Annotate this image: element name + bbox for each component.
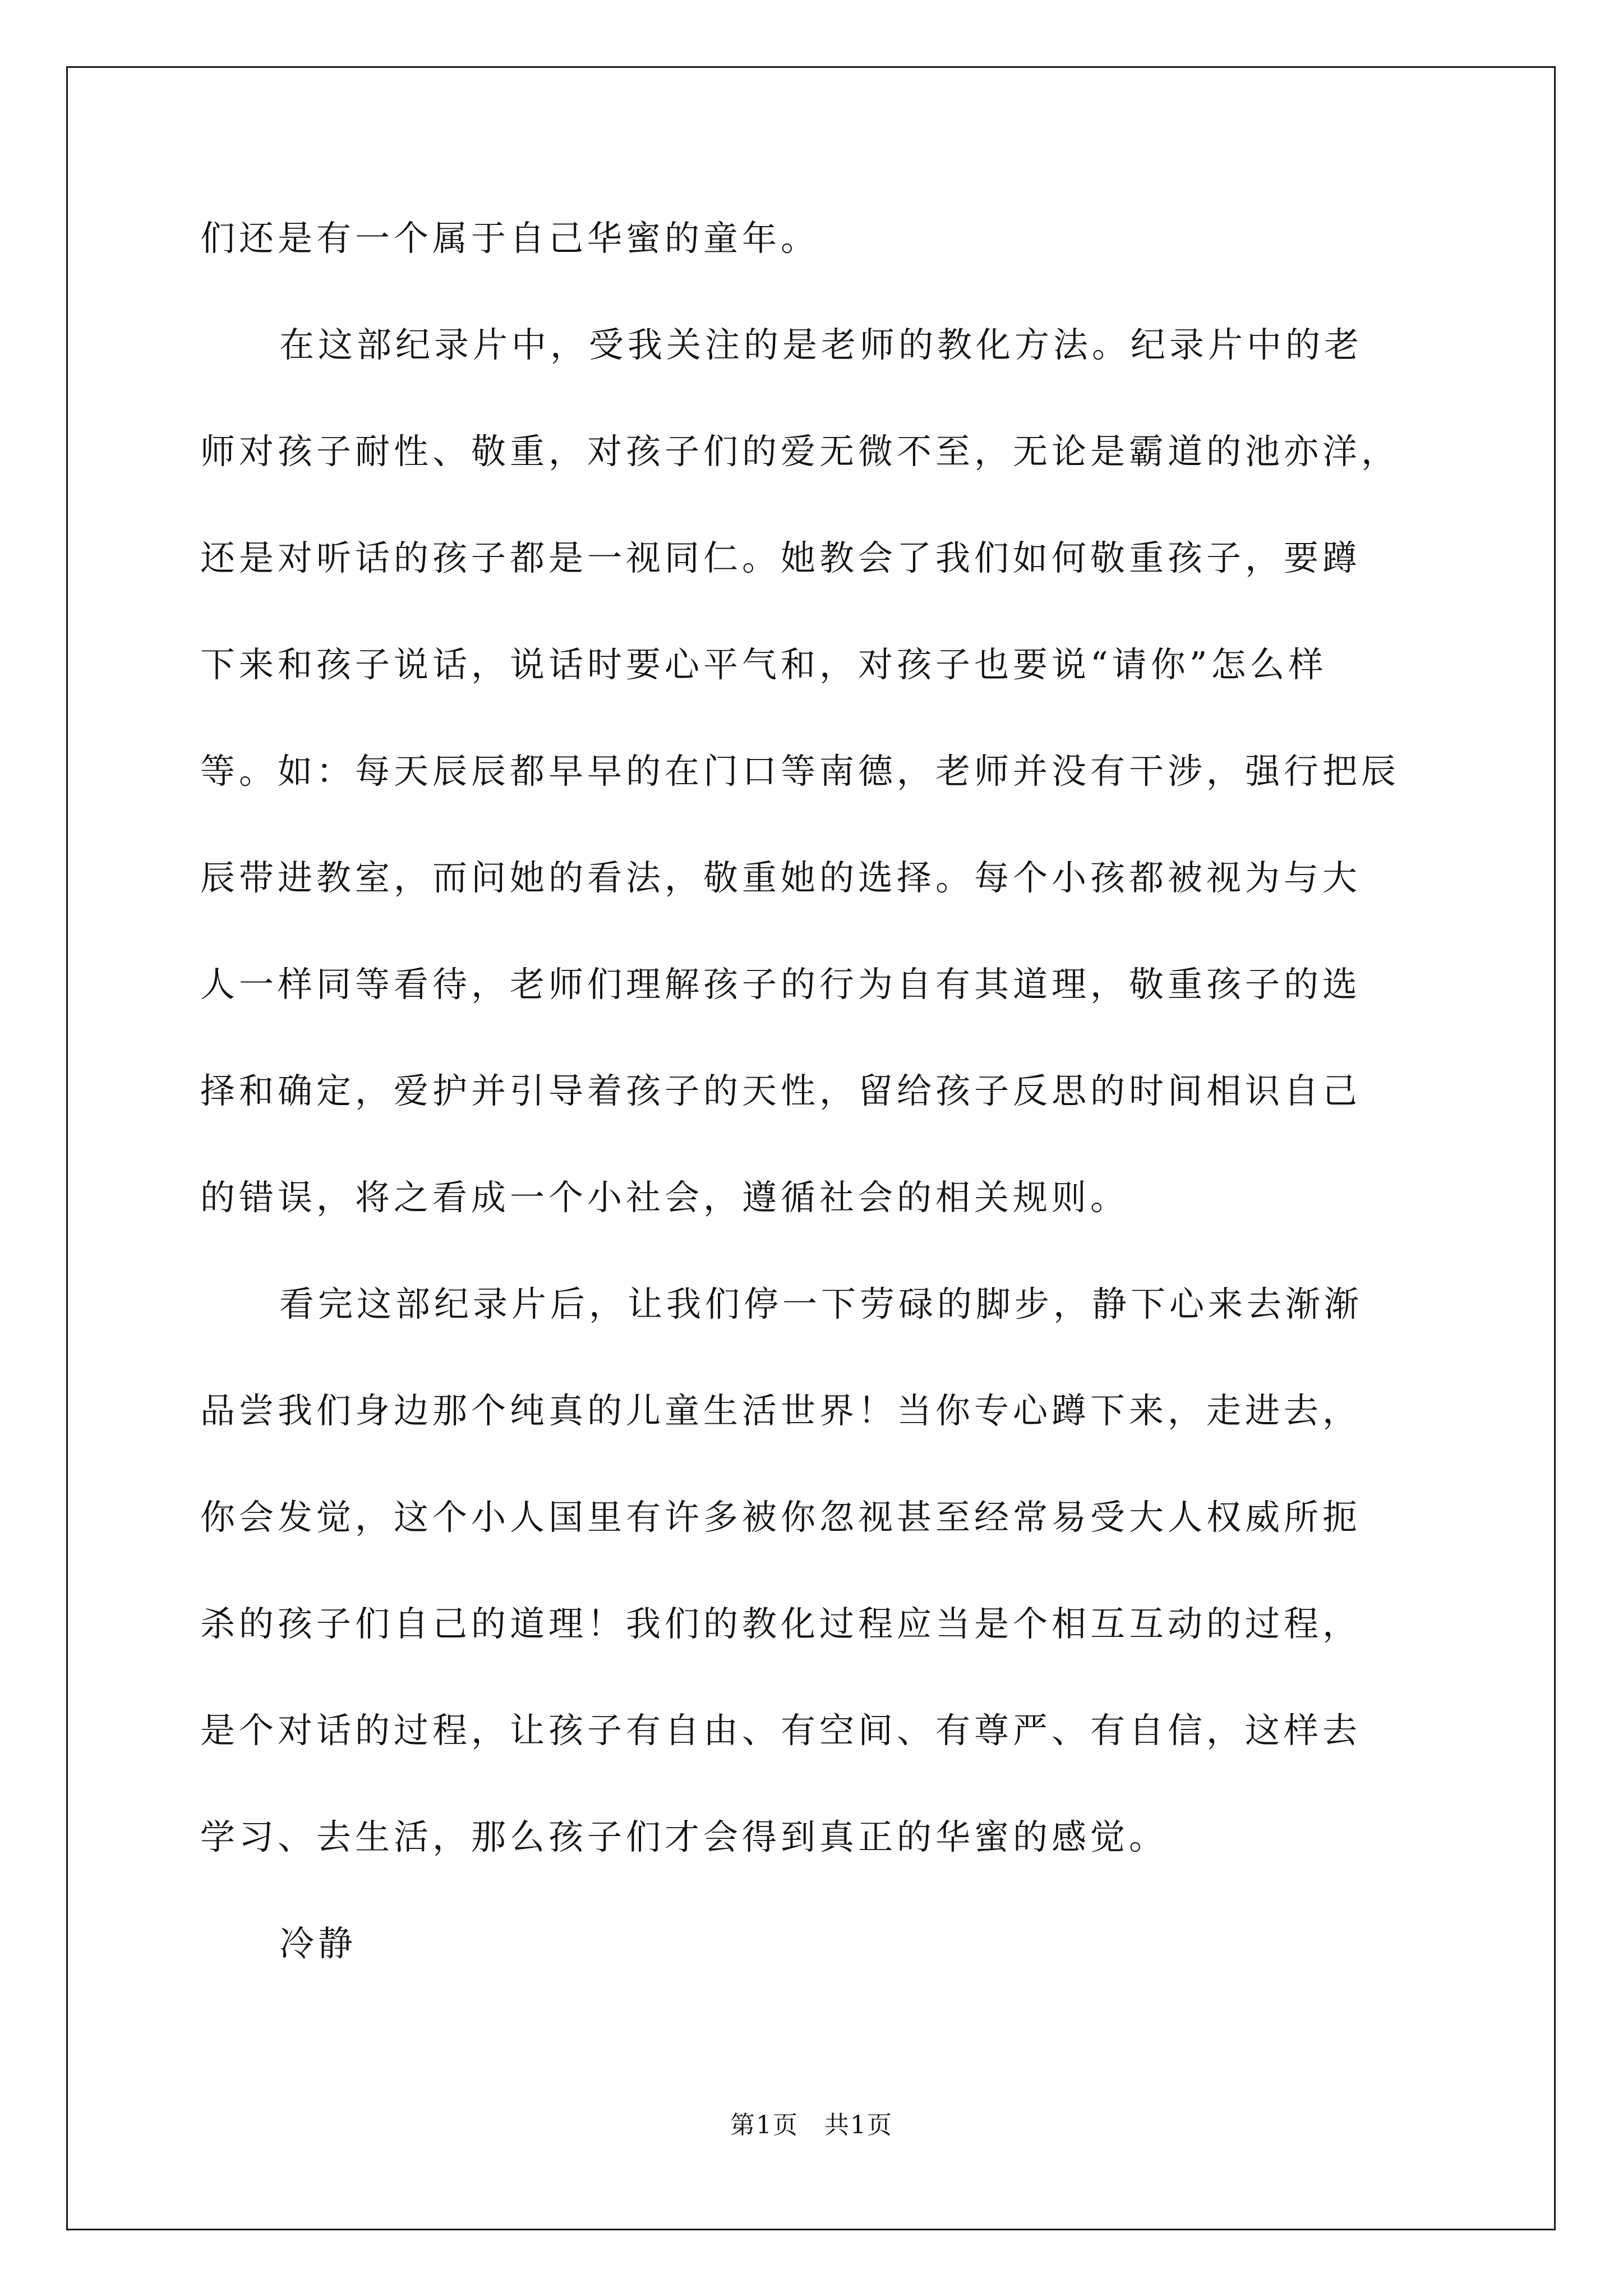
paragraph-line: 下来和孩子说话，说话时要心平气和，对孩子也要说“请你”怎么样 — [200, 644, 1327, 685]
document-body — [200, 216, 1440, 2028]
paragraph-line: 在这部纪录片中，受我关注的是老师的教化方法。纪录片中的老 — [279, 324, 1363, 365]
paragraph-line: 们还是有一个属于自己华蜜的童年。 — [200, 218, 820, 259]
paragraph-line: 是个对话的过程，让孩子有自由、有空间、有尊严、有自信，这样去 — [200, 1710, 1362, 1751]
paragraph-line: 你会发觉，这个小人国里有许多被你忽视甚至经常易受大人权威所扼 — [200, 1497, 1362, 1538]
paragraph-line: 的错误，将之看成一个小社会，遵循社会的相关规则。 — [200, 1177, 1129, 1218]
paragraph-line: 师对孩子耐性、敬重，对孩子们的爱无微不至，无论是霸道的池亦洋， — [200, 431, 1400, 472]
paragraph-line: 品尝我们身边那个纯真的儿童生活世界！当你专心蹲下来，走进去， — [200, 1390, 1362, 1431]
paragraph-line: 择和确定，爱护并引导着孩子的天性，留给孩子反思的时间相识自己 — [200, 1070, 1362, 1111]
paragraph-line: 杀的孩子们自己的道理！我们的教化过程应当是个相互互动的过程， — [200, 1603, 1362, 1644]
page-number-footer: 第1页 共1页 — [730, 2111, 893, 2139]
paragraph-line: 等。如：每天辰辰都早早的在门口等南德，老师并没有干涉，强行把辰 — [200, 751, 1400, 792]
paragraph-line: 还是对听话的孩子都是一视同仁。她教会了我们如何敬重孩子，要蹲 — [200, 537, 1362, 578]
paragraph-line: 看完这部纪录片后，让我们停一下劳碌的脚步，静下心来去渐渐 — [279, 1283, 1363, 1324]
paragraph-line: 人一样同等看待，老师们理解孩子的行为自有其道理，敬重孩子的选 — [200, 964, 1362, 1005]
paragraph-line: 学习、去生活，那么孩子们才会得到真正的华蜜的感觉。 — [200, 1816, 1168, 1857]
signature-line: 冷静 — [279, 1923, 357, 1964]
paragraph-line: 辰带进教室，而问她的看法，敬重她的选择。每个小孩都被视为与大 — [200, 857, 1362, 898]
